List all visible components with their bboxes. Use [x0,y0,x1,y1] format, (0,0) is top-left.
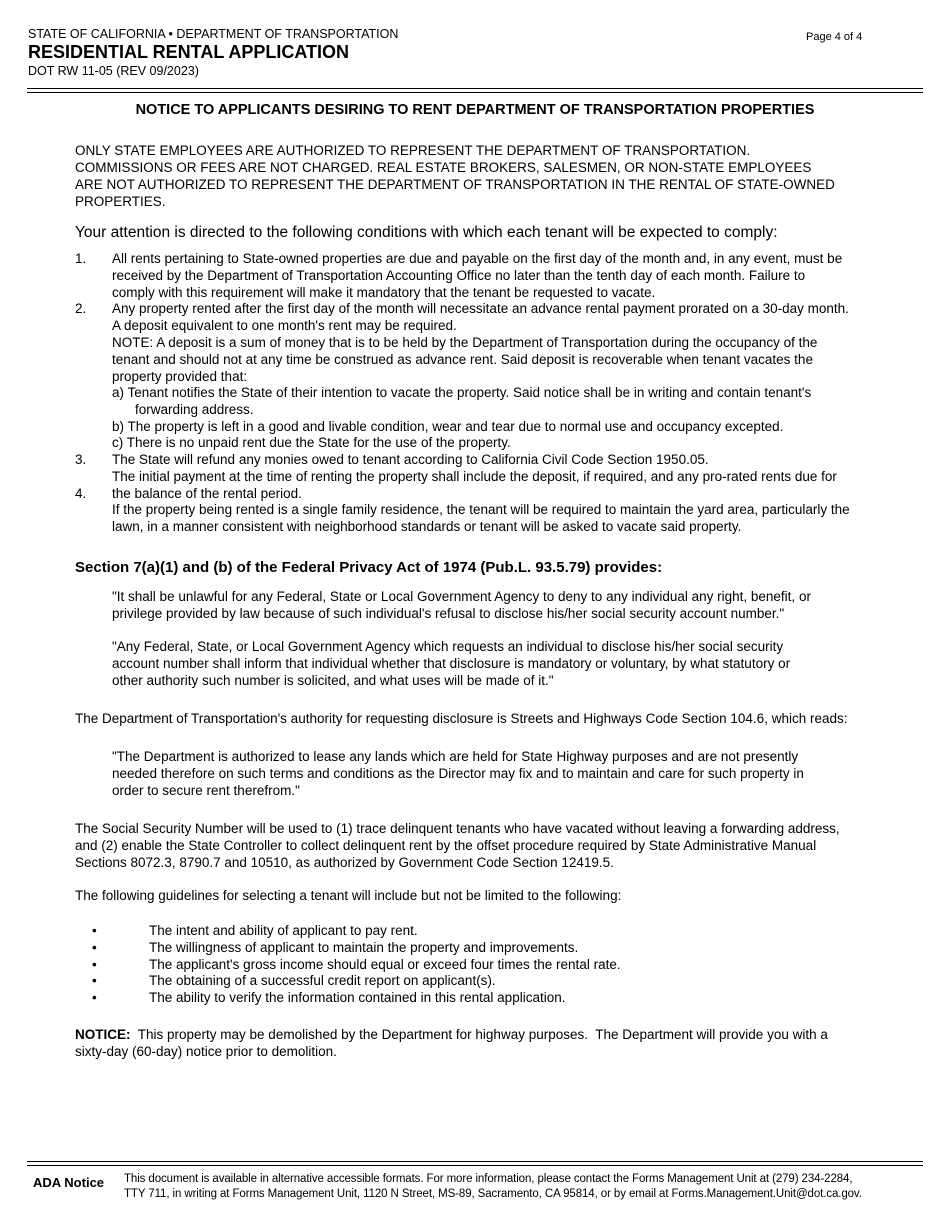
condition-line: comply with this requirement will make it mandatory that the tenant be requested to vacate. [112,285,656,300]
demolition-notice [75,1026,905,1060]
ada-notice-label: ADA Notice [33,1175,105,1190]
header-divider-top [27,88,923,89]
authorization-notice [75,142,885,210]
guidelines-intro: The following guidelines for selecting a tenant will include but not be limited to the following: [75,888,622,903]
condition-line: If the property being rented is a single family residence, the tenant will be required to maintain the yard area, particularly the [112,502,850,517]
demolition-text-continued: sixty-day (60-day) notice prior to demolition. [75,1044,337,1059]
privacy-quote-2 [112,638,852,689]
privacy-act-heading: Section 7(a)(1) and (b) of the Federal Privacy Act of 1974 (Pub.L. 93.5.79) provides: [75,559,663,576]
ada-notice-text [124,1172,924,1202]
quote-line: "It shall be unlawful for any Federal, State or Local Government Agency to deny to any individual any right, benefit, or [112,589,811,604]
page-number: Page 4 of 4 [806,31,863,43]
form-title: RESIDENTIAL RENTAL APPLICATION [28,42,350,62]
condition-1 [112,250,887,301]
deposit-condition-b: b) The property is left in a good and livable condition, wear and tear due to normal use and occupancy excepted. [112,419,784,434]
footer-divider-top [27,1161,923,1162]
quote-line: needed therefore on such terms and conditions as the Director may fix and to maintain and care for such property in [112,766,804,781]
authorization-line: COMMISSIONS OR FEES ARE NOT CHARGED. REAL ESTATE BROKERS, SALESMEN, OR NON-STATE EMPLOYEES [75,160,812,175]
deposit-condition-a-continued: forwarding address. [135,402,254,417]
deposit-condition-c: c) There is no unpaid rent due the State for the use of the property. [112,435,511,450]
condition-line: Any property rented after the first day of the month will necessitate an advance rental payment prorated on a 30-day month. [112,301,849,316]
ssn-use-line: The Social Security Number will be used to (1) trace delinquent tenants who have vacated without leaving a forwarding address, [75,821,840,836]
condition-number-2: 2. [75,301,87,316]
quote-line: other authority such number is solicited, and what uses will be made of it." [112,673,554,688]
condition-line: lawn, in a manner consistent with neighborhood standards or tenant will be asked to vacate said property. [112,519,742,534]
privacy-quote-1 [112,588,852,622]
notice-title: NOTICE TO APPLICANTS DESIRING TO RENT DEPARTMENT OF TRANSPORTATION PROPERTIES [135,102,815,118]
condition-yard-maintenance [112,501,887,535]
agency-name: STATE OF CALIFORNIA • DEPARTMENT OF TRANSPORTATION [28,27,399,41]
condition-3: The State will refund any monies owed to tenant according to California Civil Code Section 1950.05. [112,452,709,467]
deposit-note-line: tenant and should not at any time be construed as advance rent. Said deposit is recoverable when tenant vacates the [112,352,813,367]
guideline-item: The applicant's gross income should equal or exceed four times the rental rate. [149,957,621,972]
disclosure-authority: The Department of Transportation's authority for requesting disclosure is Streets and Highways Code Section 104.6, which reads: [75,711,848,726]
authorization-line: ONLY STATE EMPLOYEES ARE AUTHORIZED TO REPRESENT THE DEPARTMENT OF TRANSPORTATION. [75,143,751,158]
quote-line: order to secure rent therefrom." [112,783,300,798]
demolition-text: This property may be demolished by the Department for highway purposes. The Department will provide you with a [130,1027,828,1042]
ada-notice-line: TTY 711, in writing at Forms Management Unit, 1120 N Street, MS-89, Sacramento, CA 95814, or by email at Forms.Management.Unit@dot.ca.gov. [124,1188,862,1200]
deposit-note-line: property provided that: [112,369,248,384]
quote-line: account number shall inform that individual whether that disclosure is mandatory or voluntary, by what statutory or [112,656,791,671]
condition-4-line-1: The initial payment at the time of renting the property shall include the deposit, if required, and any pro-rated rents due for [112,469,837,484]
condition-line: All rents pertaining to State-owned properties are due and payable on the first day of the month and, in any event, must be [112,251,843,266]
form-number: DOT RW 11-05 (REV 09/2023) [28,64,199,78]
ssn-use-line: Sections 8072.3, 8790.7 and 10510, as authorized by Government Code Section 12419.5. [75,855,614,870]
guideline-item: The obtaining of a successful credit report on applicant(s). [149,973,496,988]
authorization-line: ARE NOT AUTHORIZED TO REPRESENT THE DEPARTMENT OF TRANSPORTATION IN THE RENTAL OF STATE-OWNED [75,177,835,192]
bullet-icon: • [92,973,97,988]
quote-line: "The Department is authorized to lease any lands which are held for State Highway purposes and are not presently [112,749,799,764]
quote-line: "Any Federal, State, or Local Government Agency which requests an individual to disclose his/her social security [112,639,784,654]
bullet-icon: • [92,923,97,938]
ada-notice-line: This document is available in alternative accessible formats. For more information, please contact the Forms Management Unit at (279) 234-2284, [124,1173,853,1185]
notice-label: NOTICE: [75,1027,131,1042]
guideline-item: The intent and ability of applicant to pay rent. [149,923,418,938]
condition-number-1: 1. [75,251,87,266]
bullet-icon: • [92,957,97,972]
condition-line: A deposit equivalent to one month's rent may be required. [112,318,457,333]
quote-line: privilege provided by law because of such individual's refusal to disclose his/her social security account number." [112,606,785,621]
authorization-line: PROPERTIES. [75,194,166,209]
ssn-use-line: and (2) enable the State Controller to collect delinquent rent by the offset procedure required by State Administrative Manual [75,838,817,853]
condition-number-3: 3. [75,452,87,467]
guideline-item: The willingness of applicant to maintain the property and improvements. [149,940,579,955]
condition-4-line-2: the balance of the rental period. [112,486,302,501]
deposit-condition-a: a) Tenant notifies the State of their intention to vacate the property. Said notice shall be in writing and contain tenant's [112,385,812,400]
highways-code-quote [112,748,852,799]
condition-line: received by the Department of Transportation Accounting Office no later than the tenth day of each month. Failure to [112,268,806,283]
bullet-icon: • [92,990,97,1005]
footer-divider-bottom [27,1165,923,1166]
guideline-item: The ability to verify the information contained in this rental application. [149,990,566,1005]
header-divider-bottom [27,92,923,93]
attention-statement: Your attention is directed to the following conditions with which each tenant will be expected to comply: [75,224,778,241]
bullet-icon: • [92,940,97,955]
condition-number-4: 4. [75,486,87,501]
condition-2 [112,300,887,385]
deposit-note-line: NOTE: A deposit is a sum of money that is to be held by the Department of Transportation during the occupancy of the [112,335,818,350]
ssn-use-statement [75,820,905,871]
